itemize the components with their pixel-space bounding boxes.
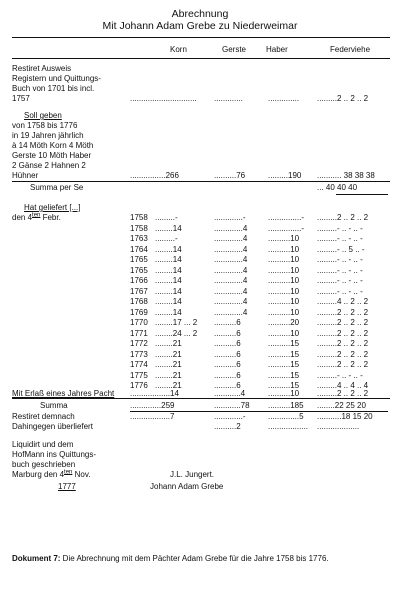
year-row-federviehe: .........2 .. 2 .. 2 (317, 328, 369, 338)
year-row-haber: ..........10 (268, 244, 300, 254)
year-row-federviehe: .........2 .. 2 .. 2 (317, 339, 369, 348)
summa-gerste: ............78 (214, 401, 250, 410)
year-row-year: 1773 (130, 349, 148, 359)
erlass-label: Mit Erlaß eines Jahres Pacht (12, 389, 115, 398)
soll-line: in 19 Jahren jährlich (12, 131, 84, 140)
year-row-haber: ...............- (268, 213, 305, 222)
signature-jungert: J.L. Jungert. (170, 470, 215, 479)
year-row-gerste: ..........6 (214, 349, 241, 359)
year-row-federviehe: .........- .. - .. - (317, 370, 363, 380)
closing-year: 1777 (58, 482, 76, 491)
year-row-korn: ........14 (155, 244, 182, 254)
year-row-gerste: ..........6 (214, 318, 241, 327)
year-row-year: 1772 (130, 339, 148, 348)
year-row-federviehe: .........2 .. 2 .. 2 (317, 213, 369, 222)
year-row-gerste: .............4 (214, 307, 248, 317)
year-row-korn: ........21 (155, 381, 182, 390)
year-row-haber: ..........10 (268, 286, 300, 296)
year-row-haber: ..........10 (268, 255, 300, 264)
summa-federviehe: ........22 25 20 (317, 401, 366, 410)
closing-line: HofMann ins Quittungs- (12, 450, 97, 459)
column-header-haber: Haber (266, 45, 288, 54)
year-row-federviehe: .........- .. - .. - (317, 276, 363, 285)
summa-per-se-rule (336, 194, 388, 195)
soll-line: à 14 Möth Korn 4 Möth (12, 141, 94, 150)
year-row-korn: ........21 (155, 339, 182, 348)
year-row-haber: ..........10 (268, 276, 300, 285)
year-row-federviehe: .........4 .. 2 .. 2 (317, 297, 369, 306)
soll-korn: ................266 (130, 171, 179, 180)
year-row-korn: ........17 ... 2 (155, 318, 198, 327)
soll-gerste: ..........76 (214, 171, 246, 180)
geliefert-date: den $4^{ten}$ Febr. (12, 212, 61, 222)
year-row-year: 1758 (130, 213, 148, 222)
title-line1: Abrechnung (171, 8, 229, 20)
year-row-federviehe: .........2 .. 2 .. 2 (317, 360, 369, 369)
erlass-haber: ..........10 (268, 389, 300, 398)
year-row-haber: ..........20 (268, 318, 300, 327)
year-row-korn: .........- (155, 213, 178, 222)
soll-huhner: Hühner (12, 171, 39, 180)
restiret-line: Buch von 1701 bis incl. (12, 84, 95, 93)
restiret-gerste: ............. (214, 94, 243, 103)
geliefert-heading: Hat geliefert [...] (24, 203, 81, 212)
year-row-haber: ..........10 (268, 265, 300, 275)
closing-line: buch geschrieben (12, 460, 76, 469)
year-row-korn: ........21 (155, 360, 182, 369)
year-row-federviehe: .........- .. 5 .. - (317, 244, 365, 254)
restiret-line: Registern und Quittungs- (12, 74, 101, 83)
year-row-haber: ..........15 (268, 370, 300, 380)
year-row-gerste: ..........6 (214, 339, 241, 348)
year-row-year: 1758 (130, 223, 148, 233)
year-row-gerste: .............4 (214, 223, 248, 233)
year-row-year: 1771 (130, 328, 148, 338)
restiret-haber: .............. (268, 94, 300, 103)
soll-federviehe: ........... 38 38 38 (317, 171, 375, 180)
year-row-korn: ........14 (155, 255, 182, 264)
year-row-year: 1775 (130, 370, 148, 380)
year-row-haber: ..........10 (268, 328, 300, 338)
year-row-year: 1766 (130, 276, 148, 285)
year-row-federviehe: .........4 .. 4 .. 4 (317, 381, 369, 390)
year-row-haber: ..........15 (268, 360, 300, 369)
year-row-federviehe: .........2 .. 2 .. 2 (317, 349, 369, 359)
year-row-korn: ........14 (155, 297, 182, 306)
year-row-gerste: .............- (214, 213, 246, 222)
year-row-year: 1776 (130, 381, 148, 390)
year-row-korn: ........14 (155, 307, 182, 317)
restiret-demnach-federviehe: ...........18 15 20 (317, 412, 373, 421)
year-row-federviehe: .........- .. - .. - (317, 286, 363, 296)
year-row-year: 1764 (130, 244, 148, 254)
year-row-year: 1768 (130, 297, 148, 306)
year-row-haber: ...............- (268, 223, 305, 233)
closing-line: Liquidirt und dem (12, 440, 74, 449)
year-row-haber: ..........10 (268, 297, 300, 306)
year-row-korn: .........- (155, 234, 178, 243)
soll-rule (12, 181, 390, 182)
year-row-haber: ..........15 (268, 339, 300, 348)
soll-line: von 1758 bis 1776 (12, 121, 78, 130)
restiret-korn: .............................. (130, 94, 197, 103)
restiret-demnach-gerste: .............- (214, 412, 246, 421)
restiret-demnach-korn: ..................7 (130, 412, 175, 421)
year-row-year: 1763 (130, 234, 148, 243)
restiret-line: 1757 (12, 94, 30, 103)
erlass-rule (12, 398, 390, 399)
year-row-korn: ........21 (155, 349, 182, 359)
dahingegen-gerste: ..........2 (214, 422, 241, 431)
dahingegen-haber: .................. (268, 422, 309, 431)
year-row-haber: ..........15 (268, 349, 300, 359)
year-row-gerste: .............4 (214, 244, 248, 254)
document-caption: Dokument 7: Die Abrechnung mit dem Pächter Adam Grebe für die Jahre 1758 bis 1776. (12, 554, 329, 563)
summa-korn: ..............259 (130, 401, 175, 410)
year-row-federviehe: .........- .. - .. - (317, 234, 363, 243)
summa-label: Summa (40, 401, 68, 410)
year-row-year: 1769 (130, 307, 148, 317)
year-row-gerste: ..........6 (214, 370, 241, 380)
year-row-gerste: .............4 (214, 265, 248, 275)
year-row-gerste: ..........6 (214, 328, 241, 338)
year-row-year: 1765 (130, 265, 148, 275)
year-row-gerste: .............4 (214, 234, 248, 243)
dahingegen-label: Dahingegen überliefert (12, 422, 93, 431)
column-header-federviehe: Federviehe (330, 45, 371, 54)
year-row-haber: ..........10 (268, 234, 300, 243)
year-row-gerste: ..........6 (214, 381, 241, 390)
summa-per-se-label: Summa per Se (30, 183, 84, 192)
year-row-korn: ........14 (155, 265, 182, 275)
year-row-gerste: .............4 (214, 297, 248, 306)
erlass-gerste: ............4 (214, 389, 246, 398)
restiret-line: Restiret Ausweis (12, 64, 72, 73)
year-row-korn: ........14 (155, 276, 182, 285)
year-row-korn: ........14 (155, 286, 182, 296)
year-row-gerste: .............4 (214, 255, 248, 264)
summa-haber: ..........185 (268, 401, 304, 410)
erlass-federviehe: .........2 .. 2 .. 2 (317, 389, 369, 398)
year-row-korn: ........21 (155, 370, 182, 380)
year-row-korn: ........14 (155, 223, 182, 233)
year-row-federviehe: .........- .. - .. - (317, 255, 363, 264)
closing-place-date: Marburg den $4^{ten}$ Nov. (12, 469, 91, 479)
year-row-federviehe: .........2 .. 2 .. 2 (317, 307, 369, 317)
restiret-demnach-label: Restiret demnach (12, 412, 75, 421)
year-row-year: 1770 (130, 318, 148, 327)
column-header-gerste: Gerste (222, 45, 247, 54)
restiret-demnach-haber: ..............5 (268, 412, 304, 421)
year-row-gerste: ..........6 (214, 360, 241, 369)
soll-heading: Soll geben (24, 111, 62, 120)
year-row-korn: ........24 ... 2 (155, 328, 198, 338)
title-line2: Mit Johann Adam Grebe zu Niederweimar (102, 20, 298, 32)
year-row-federviehe: .........- .. - .. - (317, 265, 363, 275)
year-row-year: 1765 (130, 255, 148, 264)
erlass-korn: ..................14 (130, 389, 179, 398)
year-row-gerste: .............4 (214, 276, 248, 285)
year-row-federviehe: .........2 .. 2 .. 2 (317, 318, 369, 327)
year-row-gerste: .............4 (214, 286, 248, 296)
soll-line: Gerste 10 Möth Haber (12, 151, 92, 160)
soll-line: 2 Gänse 2 Hahnen 2 (12, 161, 86, 170)
soll-haber: .........190 (268, 171, 302, 180)
dahingegen-federviehe: ................... (317, 422, 360, 431)
header-rule (12, 58, 390, 59)
year-row-haber: ..........10 (268, 307, 300, 317)
year-row-haber: ..........15 (268, 381, 300, 390)
column-header-korn: Korn (170, 45, 187, 54)
year-row-year: 1774 (130, 360, 148, 369)
summa-per-se-federviehe: ... 40 40 40 (317, 183, 358, 192)
title-rule (12, 37, 390, 38)
year-row-federviehe: .........- .. - .. - (317, 223, 363, 233)
restiret-federviehe: .........2 .. 2 .. 2 (317, 94, 369, 103)
signature-grebe: Johann Adam Grebe (150, 482, 224, 491)
year-row-year: 1767 (130, 286, 148, 296)
